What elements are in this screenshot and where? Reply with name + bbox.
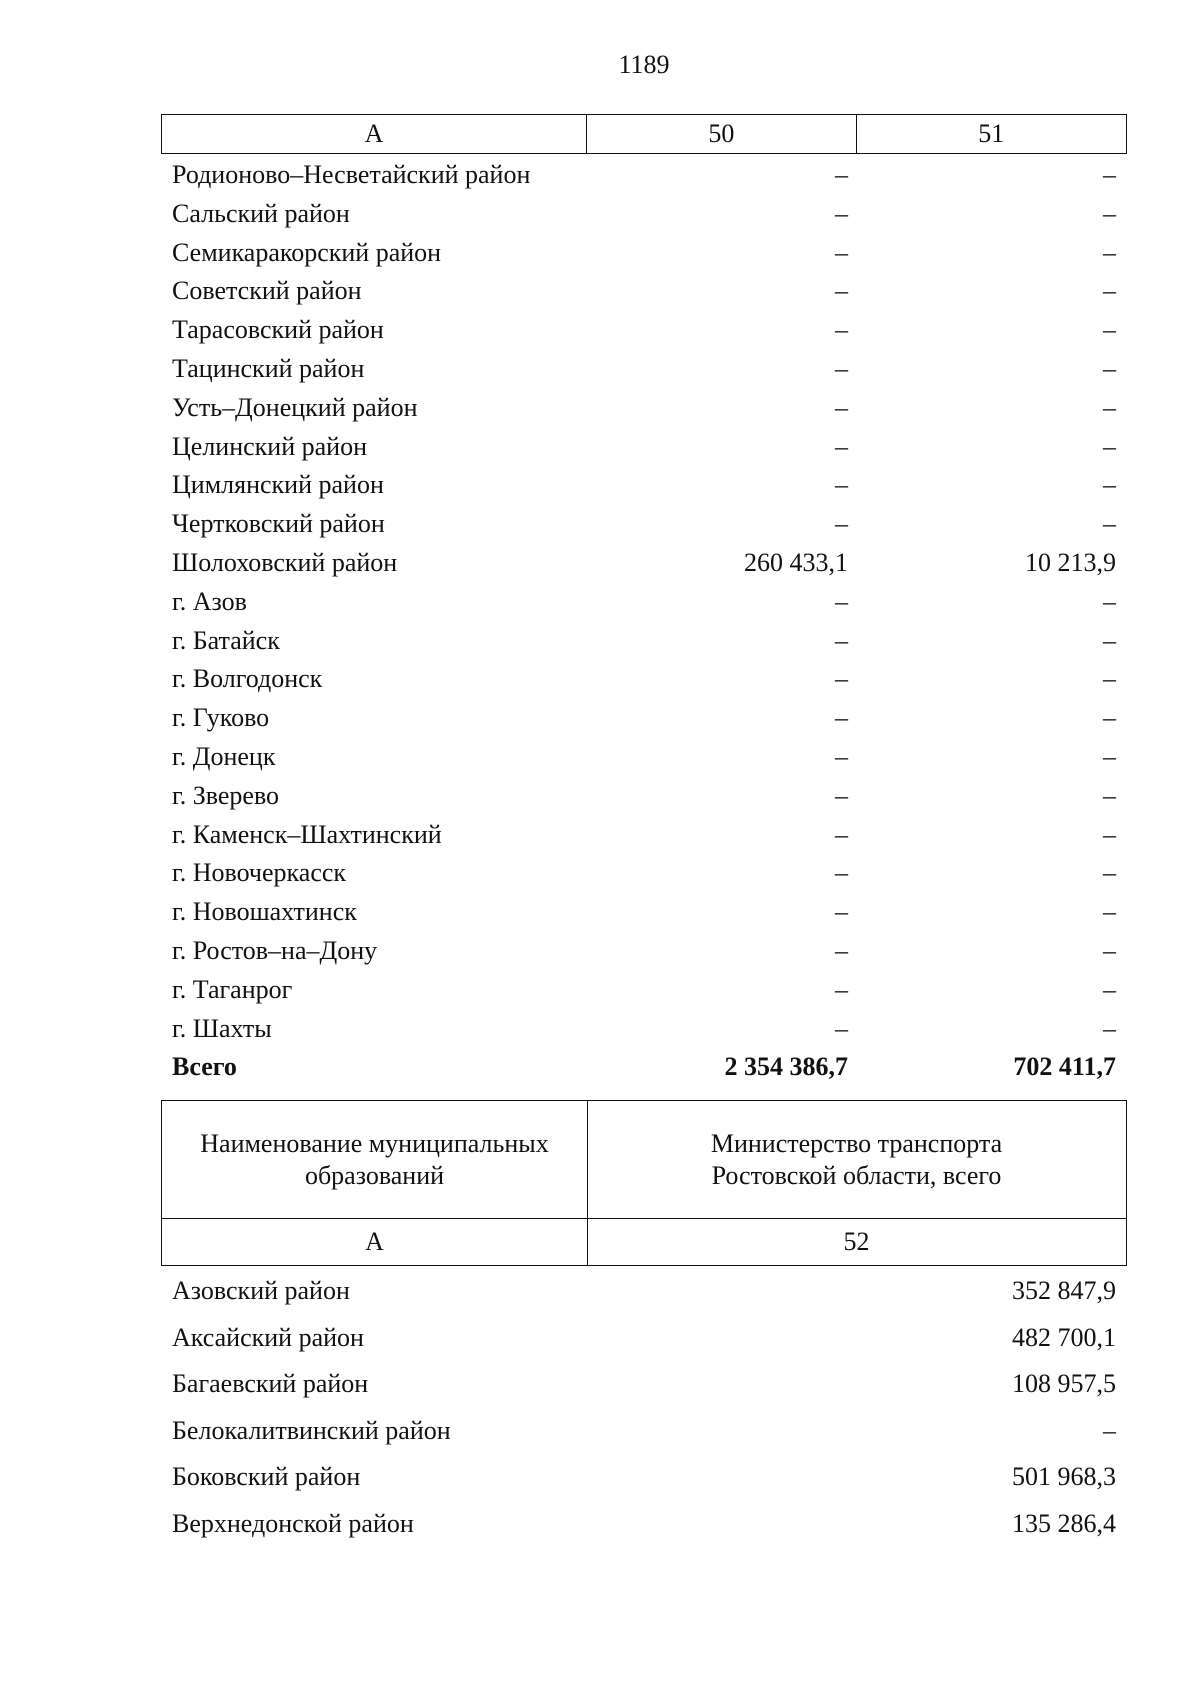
row-value-52: – bbox=[1103, 1415, 1116, 1445]
table2-header-right-line1: Министерство транспорта bbox=[710, 1128, 1003, 1158]
row-name: Тарасовский район bbox=[172, 315, 384, 345]
row-name: Усть–Донецкий район bbox=[172, 392, 418, 422]
table-row bbox=[161, 1361, 1127, 1408]
row-value-50: – bbox=[835, 664, 848, 694]
row-value-52: 135 286,4 bbox=[1012, 1508, 1116, 1538]
row-value-50: 2 354 386,7 bbox=[724, 1052, 848, 1082]
row-name: Цимлянский район bbox=[172, 470, 384, 500]
row-value-51: – bbox=[1103, 353, 1116, 383]
row-value-51: – bbox=[1103, 276, 1116, 306]
row-value-50: – bbox=[835, 198, 848, 228]
table1-total-row bbox=[161, 1048, 1127, 1087]
row-name: г. Шахты bbox=[172, 1013, 272, 1043]
row-value-51: – bbox=[1103, 509, 1116, 539]
table-row bbox=[161, 893, 1127, 932]
table-row bbox=[161, 389, 1127, 428]
table1-header-col-a: А bbox=[162, 115, 587, 153]
table2-header-left-line2: образований bbox=[304, 1160, 445, 1190]
row-value-50: – bbox=[835, 470, 848, 500]
row-value-51: – bbox=[1103, 160, 1116, 189]
row-value-51: – bbox=[1103, 625, 1116, 655]
table-row bbox=[161, 660, 1127, 699]
row-value-50: – bbox=[835, 974, 848, 1004]
row-name: г. Таганрог bbox=[172, 974, 293, 1004]
row-name: Багаевский район bbox=[172, 1369, 369, 1398]
row-value-50: – bbox=[835, 1013, 848, 1043]
row-name: Чертковский район bbox=[172, 509, 385, 539]
table-row bbox=[161, 699, 1127, 738]
row-value-51: – bbox=[1103, 935, 1116, 965]
table-row bbox=[161, 738, 1127, 777]
table-row bbox=[161, 350, 1127, 389]
row-name: Шолоховский район bbox=[172, 547, 398, 577]
row-name: Верхнедонской район bbox=[172, 1508, 414, 1538]
row-name: Белокалитвинский район bbox=[172, 1415, 451, 1445]
row-value-51: – bbox=[1103, 586, 1116, 616]
row-value-51: – bbox=[1103, 897, 1116, 927]
row-value-52: 108 957,5 bbox=[1012, 1369, 1116, 1398]
row-value-50: – bbox=[835, 586, 848, 616]
row-value-51: – bbox=[1103, 1013, 1116, 1043]
table2-header bbox=[161, 1100, 1127, 1266]
table-row bbox=[161, 1454, 1127, 1501]
row-value-51: – bbox=[1103, 198, 1116, 228]
table-row bbox=[161, 156, 1127, 195]
row-value-50: – bbox=[835, 819, 848, 849]
row-name: г. Ростов–на–Дону bbox=[172, 935, 378, 965]
table-row bbox=[161, 854, 1127, 893]
row-name: г. Зверево bbox=[172, 780, 280, 810]
row-value-52: 501 968,3 bbox=[1012, 1462, 1116, 1491]
row-name: г. Новошахтинск bbox=[172, 897, 357, 927]
row-value-52: 352 847,9 bbox=[1012, 1276, 1116, 1305]
row-value-50: – bbox=[835, 509, 848, 539]
table2-subheader-a: А bbox=[162, 1218, 588, 1265]
table-row bbox=[161, 777, 1127, 816]
row-name: Семикаракорский район bbox=[172, 237, 442, 267]
row-name: Целинский район bbox=[172, 431, 367, 461]
table-row bbox=[161, 816, 1127, 855]
row-value-51: – bbox=[1103, 431, 1116, 461]
table-row bbox=[161, 272, 1127, 311]
row-name: г. Волгодонск bbox=[172, 664, 323, 694]
table-row bbox=[161, 1010, 1127, 1049]
row-name: Азовский район bbox=[172, 1276, 350, 1305]
table2-header-right-line2: Ростовской области, всего bbox=[711, 1160, 1002, 1190]
table-row bbox=[161, 544, 1127, 583]
row-value-50: – bbox=[835, 431, 848, 461]
row-value-51: 10 213,9 bbox=[1025, 547, 1116, 577]
row-name: Боковский район bbox=[172, 1462, 361, 1491]
row-name: г. Гуково bbox=[172, 703, 270, 733]
row-value-52: 482 700,1 bbox=[1012, 1322, 1116, 1352]
table-row bbox=[161, 466, 1127, 505]
table2-subheader-52: 52 bbox=[843, 1226, 870, 1256]
row-value-51: – bbox=[1103, 703, 1116, 733]
table1-header-col-50: 50 bbox=[587, 115, 856, 153]
row-name: г. Донецк bbox=[172, 741, 276, 771]
row-value-50: – bbox=[835, 353, 848, 383]
table2-body bbox=[161, 1268, 1127, 1547]
row-value-51: 702 411,7 bbox=[1013, 1052, 1116, 1082]
row-name: Сальский район bbox=[172, 198, 350, 228]
row-value-50: – bbox=[835, 780, 848, 810]
table-row bbox=[161, 971, 1127, 1010]
table1-body bbox=[161, 156, 1127, 1087]
table-row bbox=[161, 583, 1127, 622]
row-value-51: – bbox=[1103, 237, 1116, 267]
row-value-50: – bbox=[835, 315, 848, 345]
table-row bbox=[161, 932, 1127, 971]
row-value-51: – bbox=[1103, 392, 1116, 422]
row-value-51: – bbox=[1103, 780, 1116, 810]
row-value-51: – bbox=[1103, 741, 1116, 771]
table-row bbox=[161, 234, 1127, 273]
row-name: г. Азов bbox=[172, 586, 247, 616]
row-name: г. Батайск bbox=[172, 625, 280, 655]
table-row bbox=[161, 195, 1127, 234]
table-row bbox=[161, 1315, 1127, 1362]
row-name: Тацинский район bbox=[172, 353, 365, 383]
table2-header-left-line1: Наименование муниципальных bbox=[200, 1128, 549, 1158]
row-value-50: – bbox=[835, 897, 848, 927]
row-value-50: – bbox=[835, 392, 848, 422]
table1-header bbox=[161, 114, 1127, 154]
table-row bbox=[161, 428, 1127, 467]
row-value-50: – bbox=[835, 237, 848, 267]
row-value-51: – bbox=[1103, 819, 1116, 849]
table-row bbox=[161, 1408, 1127, 1455]
row-name: Аксайский район bbox=[172, 1322, 364, 1352]
table2-header-ministry-col bbox=[588, 1101, 1125, 1218]
row-name: Родионово–Несветайский район bbox=[172, 160, 531, 189]
row-value-51: – bbox=[1103, 858, 1116, 888]
row-value-51: – bbox=[1103, 664, 1116, 694]
table2-header-name-col bbox=[162, 1101, 588, 1218]
table1-header-col-51: 51 bbox=[978, 119, 1005, 148]
row-value-50: – bbox=[835, 741, 848, 771]
row-name: г. Новочеркасск bbox=[172, 858, 347, 888]
row-value-51: – bbox=[1103, 470, 1116, 500]
row-name: Всего bbox=[172, 1052, 237, 1082]
row-name: Советский район bbox=[172, 276, 362, 306]
page-number: 1189 bbox=[618, 50, 670, 79]
row-value-50: – bbox=[835, 703, 848, 733]
row-value-50: – bbox=[835, 276, 848, 306]
table-row bbox=[161, 311, 1127, 350]
row-value-51: – bbox=[1103, 974, 1116, 1004]
row-value-50: – bbox=[835, 160, 848, 189]
table-row bbox=[161, 1268, 1127, 1315]
table-row bbox=[161, 505, 1127, 544]
row-value-50: 260 433,1 bbox=[744, 547, 848, 577]
table-row bbox=[161, 622, 1127, 661]
row-value-50: – bbox=[835, 935, 848, 965]
row-name: г. Каменск–Шахтинский bbox=[172, 819, 442, 849]
table-row bbox=[161, 1501, 1127, 1548]
row-value-51: – bbox=[1103, 315, 1116, 345]
row-value-50: – bbox=[835, 625, 848, 655]
row-value-50: – bbox=[835, 858, 848, 888]
